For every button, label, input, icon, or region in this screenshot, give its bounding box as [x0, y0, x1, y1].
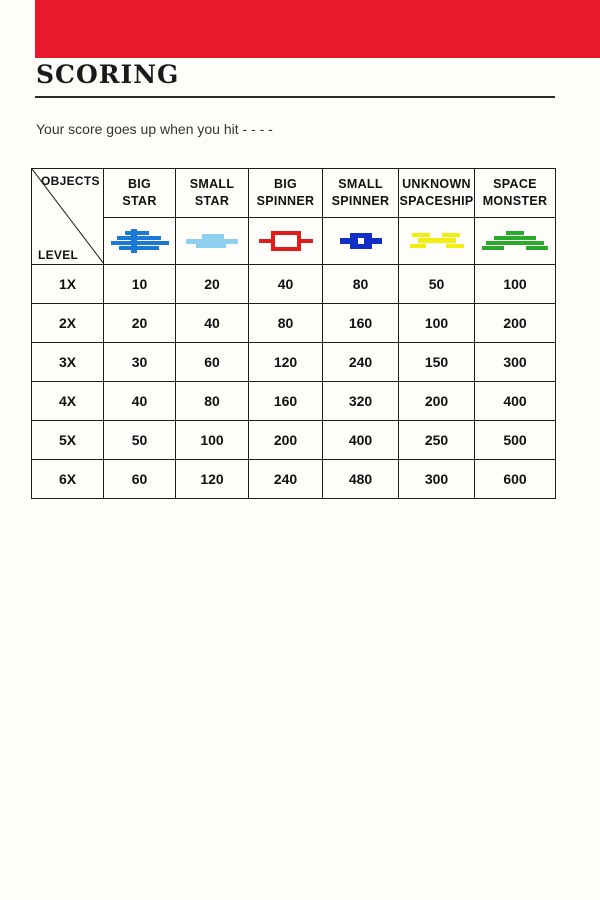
level-cell: 6X	[32, 460, 104, 499]
score-cell: 200	[475, 304, 556, 343]
score-cell: 80	[249, 304, 323, 343]
score-cell: 100	[475, 265, 556, 304]
score-cell: 50	[104, 421, 176, 460]
big-spinner-icon	[257, 230, 315, 252]
score-cell: 120	[249, 343, 323, 382]
corner-cell	[32, 169, 104, 265]
score-cell: 30	[104, 343, 176, 382]
table-row	[32, 460, 556, 499]
score-cell: 300	[399, 460, 475, 499]
score-cell: 320	[323, 382, 399, 421]
score-cell: 100	[399, 304, 475, 343]
score-cell: 160	[249, 382, 323, 421]
score-cell: 40	[176, 304, 249, 343]
score-cell: 240	[249, 460, 323, 499]
level-cell: 2X	[32, 304, 104, 343]
header-row	[32, 169, 556, 218]
col-header-unknown-spaceship: UNKNOWN SPACESHIP	[399, 169, 475, 218]
score-cell: 20	[104, 304, 176, 343]
col-header-small-spinner: SMALL SPINNER	[323, 169, 399, 218]
score-cell: 500	[475, 421, 556, 460]
score-cell: 40	[104, 382, 176, 421]
level-cell: 5X	[32, 421, 104, 460]
table-row	[32, 265, 556, 304]
col-header-big-star: BIG STAR	[104, 169, 176, 218]
score-cell: 160	[323, 304, 399, 343]
unknown-spaceship-icon	[406, 231, 468, 251]
page-title: SCORING	[36, 60, 180, 89]
score-cell: 400	[323, 421, 399, 460]
score-cell: 200	[249, 421, 323, 460]
big-star-icon	[111, 229, 169, 253]
col-header-space-monster: SPACE MONSTER	[475, 169, 556, 218]
score-cell: 400	[475, 382, 556, 421]
score-cell: 300	[475, 343, 556, 382]
top-color-band	[35, 0, 600, 58]
intro-text: Your score goes up when you hit - - - -	[36, 121, 273, 137]
small-spinner-icon	[338, 230, 384, 252]
score-cell: 20	[176, 265, 249, 304]
table-row	[32, 382, 556, 421]
score-cell: 600	[475, 460, 556, 499]
score-cell: 60	[176, 343, 249, 382]
score-cell: 60	[104, 460, 176, 499]
objects-label: OBJECTS	[41, 174, 100, 188]
score-cell: 480	[323, 460, 399, 499]
level-cell: 1X	[32, 265, 104, 304]
score-cell: 40	[249, 265, 323, 304]
icon-row	[32, 218, 556, 265]
table-row	[32, 421, 556, 460]
score-cell: 250	[399, 421, 475, 460]
table-row	[32, 343, 556, 382]
score-cell: 80	[323, 265, 399, 304]
score-cell: 150	[399, 343, 475, 382]
score-cell: 120	[176, 460, 249, 499]
score-cell: 240	[323, 343, 399, 382]
title-rule	[35, 96, 555, 98]
col-header-small-star: SMALL STAR	[176, 169, 249, 218]
score-cell: 50	[399, 265, 475, 304]
space-monster-icon	[482, 229, 548, 253]
score-cell: 80	[176, 382, 249, 421]
score-cell: 200	[399, 382, 475, 421]
level-cell: 3X	[32, 343, 104, 382]
small-star-icon	[182, 231, 242, 251]
table-row	[32, 304, 556, 343]
scoring-table	[31, 168, 556, 499]
level-cell: 4X	[32, 382, 104, 421]
level-label: LEVEL	[38, 248, 79, 262]
col-header-big-spinner: BIG SPINNER	[249, 169, 323, 218]
score-cell: 10	[104, 265, 176, 304]
score-cell: 100	[176, 421, 249, 460]
